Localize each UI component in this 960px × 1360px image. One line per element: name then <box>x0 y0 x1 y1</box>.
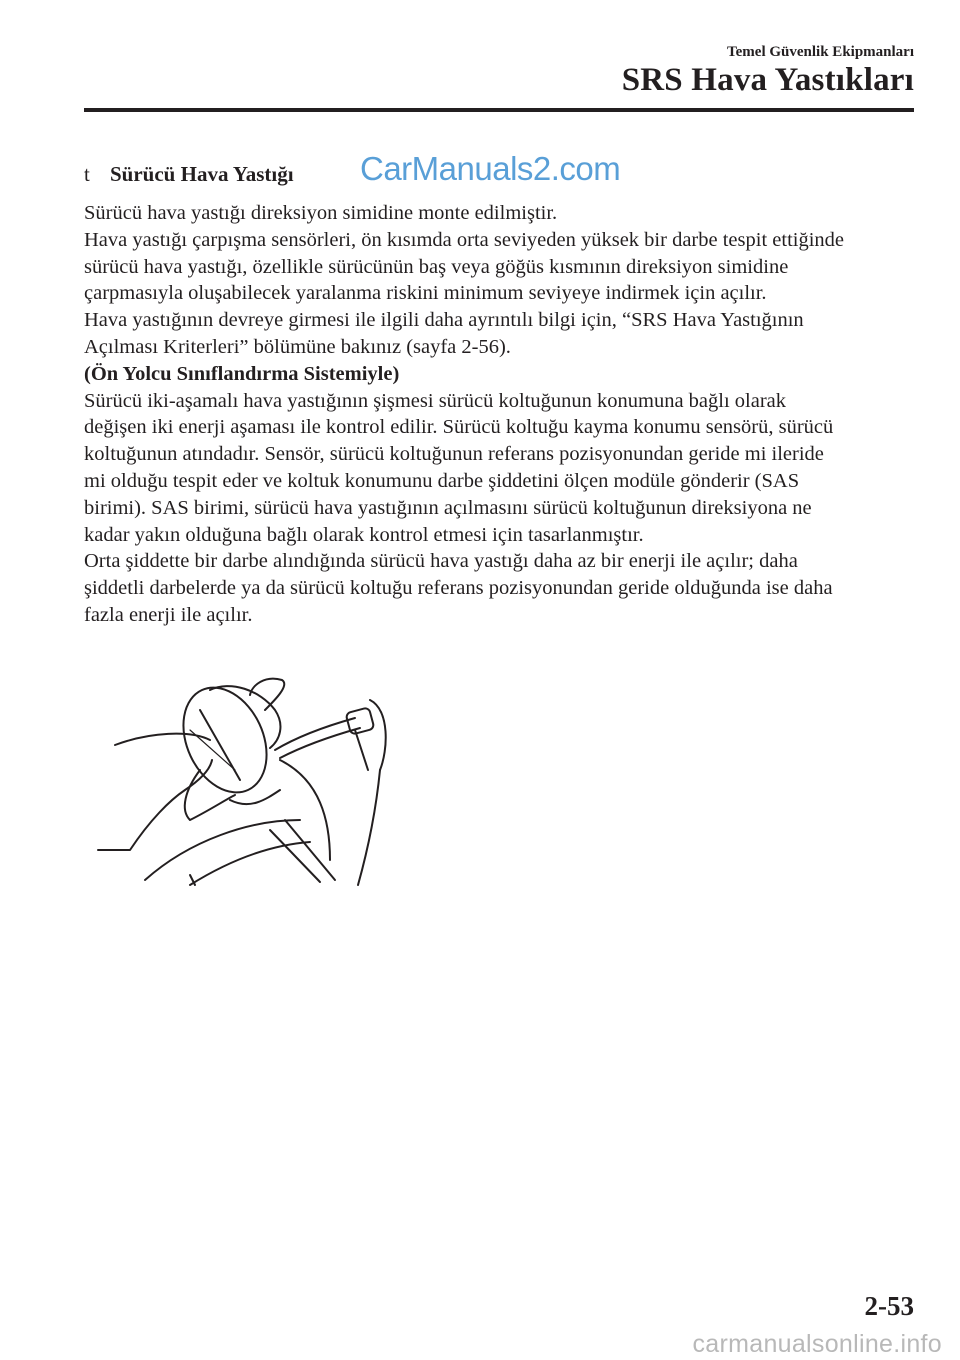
body-line: Sürücü hava yastığı direksiyon simidine monte edilmiştir. <box>84 202 558 224</box>
body-line: mi olduğu tespit eder ve koltuk konumunu darbe şiddetini ölçen modüle gönderir (SAS <box>84 469 800 492</box>
driver-airbag-illustration <box>90 670 400 895</box>
body-line: Hava yastığı çarpışma sensörleri, ön kısımda orta seviyeden yüksek bir darbe tespit ettiğinde <box>84 228 845 251</box>
body-line: birimi). SAS birimi, sürücü hava yastığının açılmasını sürücü koltuğunun direksiyona ne <box>84 496 812 519</box>
chapter-title: Temel Güvenlik Ekipmanları <box>727 44 914 60</box>
body-line: kadar yakın olduğuna bağlı olarak kontrol etmesi için tasarlanmıştır. <box>84 523 644 546</box>
body-text <box>84 200 844 629</box>
body-line: Açılması Kriterleri” bölümüne bakınız (sayfa 2-56). <box>84 335 511 358</box>
body-line: Sürücü iki-aşamalı hava yastığının şişmesi sürücü koltuğunun konumuna bağlı olarak <box>84 389 787 412</box>
body-line: değişen iki enerji aşaması ile kontrol edilir. Sürücü koltuğu kayma konumu sensörü, sürücü <box>84 416 834 439</box>
body-line: sürücü hava yastığı, özellikle sürücünün baş veya göğüs kısmının direksiyon simidine <box>84 255 789 278</box>
section-bullet: t <box>84 162 90 186</box>
header-rule <box>84 108 914 112</box>
section-heading <box>84 162 294 187</box>
body-line: Hava yastığının devreye girmesi ile ilgili daha ayrıntılı bilgi için, “SRS Hava Yastığının <box>84 309 804 332</box>
page-title: SRS Hava Yastıkları <box>621 62 914 98</box>
body-line: fazla enerji ile açılır. <box>84 603 253 626</box>
footer-watermark: carmanualsonline.info <box>692 1330 942 1358</box>
body-line: koltuğunun atındadır. Sensör, sürücü koltuğunun referans pozisyonundan geride mi ileride <box>84 443 824 466</box>
body-line: Orta şiddette bir darbe alındığında sürücü hava yastığı daha az bir enerji ile açılır; daha <box>84 550 798 573</box>
page-number: 2-53 <box>864 1291 914 1321</box>
body-line: çarpmasıyla oluşabilecek yaralanma riskini minimum seviyeye indirmek için açılır. <box>84 282 767 305</box>
watermark: CarManuals2.com <box>360 150 621 187</box>
section-heading-text: Sürücü Hava Yastığı <box>110 162 294 186</box>
subheading: (Ön Yolcu Sınıflandırma Sistemiyle) <box>84 362 400 385</box>
body-line: şiddetli darbelerde ya da sürücü koltuğu referans pozisyonundan geride olduğunda ise daha <box>84 577 833 600</box>
